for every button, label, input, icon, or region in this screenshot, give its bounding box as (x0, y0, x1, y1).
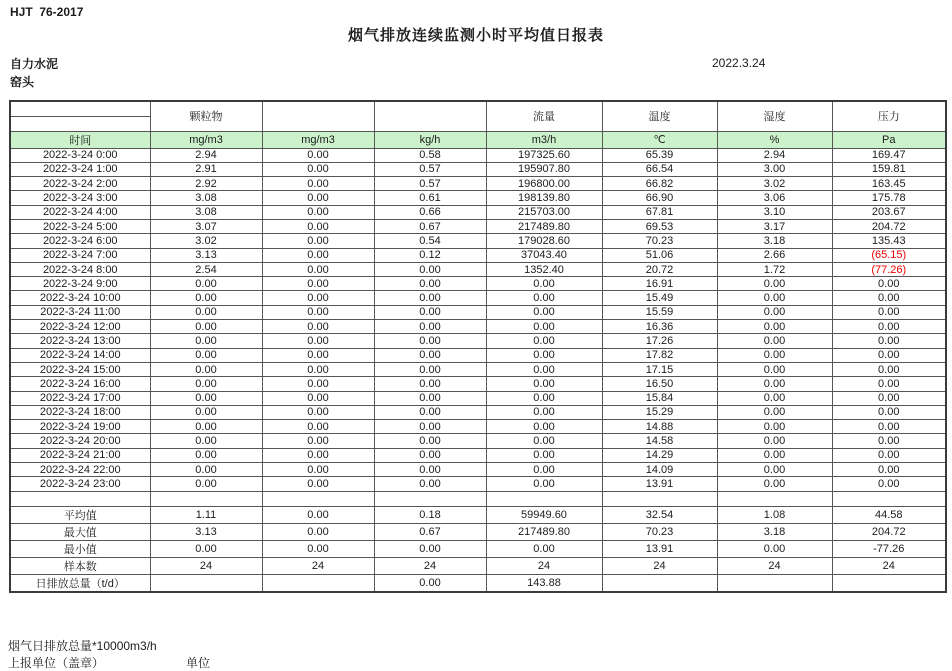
value-cell: 0.00 (262, 305, 374, 319)
value-cell: 2.94 (717, 148, 832, 162)
value-cell: 3.00 (717, 162, 832, 176)
value-cell: 163.45 (832, 177, 946, 191)
value-cell: 0.00 (150, 291, 262, 305)
value-cell: 0.00 (717, 291, 832, 305)
value-cell: 15.29 (602, 405, 717, 419)
value-cell: 1.11 (150, 506, 262, 523)
value-cell: 24 (602, 557, 717, 574)
value-cell: 0.00 (150, 405, 262, 419)
value-cell: 0.00 (150, 391, 262, 405)
value-cell: 0.00 (717, 391, 832, 405)
value-cell: 14.88 (602, 420, 717, 434)
value-cell: 0.00 (486, 320, 602, 334)
data-row (10, 148, 946, 162)
value-cell: 15.49 (602, 291, 717, 305)
summary-row (10, 540, 946, 557)
unit-header-mg: mg/m3 (262, 131, 374, 148)
value-cell: 0.00 (262, 377, 374, 391)
value-cell: 0.00 (486, 362, 602, 376)
data-row (10, 248, 946, 262)
value-cell (832, 491, 946, 506)
value-cell: 0.00 (717, 320, 832, 334)
value-cell: 70.23 (602, 234, 717, 248)
data-row (10, 291, 946, 305)
value-cell: 0.00 (374, 348, 486, 362)
value-cell: 14.58 (602, 434, 717, 448)
value-cell: 204.72 (832, 523, 946, 540)
value-cell: 0.18 (374, 506, 486, 523)
data-row (10, 191, 946, 205)
value-cell: 0.00 (374, 477, 486, 491)
value-cell: 179028.60 (486, 234, 602, 248)
value-cell: 0.57 (374, 177, 486, 191)
value-cell (374, 491, 486, 506)
value-cell: 3.07 (150, 219, 262, 233)
time-cell: 2022-3-24 21:00 (10, 448, 150, 462)
header-blank-top (10, 101, 150, 116)
col-header-flow: 流量 (486, 101, 602, 131)
value-cell: 0.00 (486, 405, 602, 419)
value-cell (717, 491, 832, 506)
time-cell: 2022-3-24 6:00 (10, 234, 150, 248)
unit-header-row (10, 131, 946, 148)
data-row (10, 277, 946, 291)
value-cell: 70.23 (602, 523, 717, 540)
data-row (10, 162, 946, 176)
value-cell: 159.81 (832, 162, 946, 176)
value-cell: 0.00 (374, 305, 486, 319)
value-cell: 14.09 (602, 463, 717, 477)
value-cell: 0.00 (150, 434, 262, 448)
value-cell (486, 491, 602, 506)
value-cell: 3.13 (150, 248, 262, 262)
value-cell (602, 491, 717, 506)
data-row (10, 348, 946, 362)
value-cell: 0.00 (486, 463, 602, 477)
value-cell: 0.00 (262, 334, 374, 348)
value-cell: 0.00 (374, 377, 486, 391)
unit-header-percent: % (717, 131, 832, 148)
unit-label: 单位 (186, 656, 211, 670)
standard-code: HJT 76-2017 (10, 5, 84, 19)
time-cell: 2022-3-24 4:00 (10, 205, 150, 219)
value-cell: 3.06 (717, 191, 832, 205)
value-cell (150, 491, 262, 506)
value-cell: 195907.80 (486, 162, 602, 176)
value-cell: 20.72 (602, 262, 717, 276)
value-cell: 0.00 (262, 477, 374, 491)
value-cell: 0.00 (262, 148, 374, 162)
value-cell: 0.00 (486, 540, 602, 557)
data-row (10, 305, 946, 319)
value-cell: 13.91 (602, 477, 717, 491)
value-cell (717, 574, 832, 592)
time-cell: 2022-3-24 3:00 (10, 191, 150, 205)
value-cell: 59949.60 (486, 506, 602, 523)
unit-header-pa: Pa (832, 131, 946, 148)
value-cell: 0.00 (717, 540, 832, 557)
value-cell: 0.00 (262, 248, 374, 262)
value-cell: 0.00 (262, 277, 374, 291)
value-cell: 2.66 (717, 248, 832, 262)
value-cell: 0.00 (486, 377, 602, 391)
value-cell: 3.08 (150, 205, 262, 219)
value-cell: 197325.60 (486, 148, 602, 162)
value-cell: 0.00 (150, 334, 262, 348)
time-cell: 2022-3-24 9:00 (10, 277, 150, 291)
data-row (10, 205, 946, 219)
data-row (10, 320, 946, 334)
value-cell: 0.00 (262, 362, 374, 376)
value-cell: 0.00 (262, 219, 374, 233)
value-cell: 0.00 (262, 320, 374, 334)
summary-row (10, 557, 946, 574)
value-cell: 0.00 (262, 463, 374, 477)
value-cell (602, 574, 717, 592)
value-cell: 0.00 (262, 205, 374, 219)
value-cell: 196800.00 (486, 177, 602, 191)
value-cell: 0.67 (374, 523, 486, 540)
time-cell: 2022-3-24 17:00 (10, 391, 150, 405)
value-cell: 0.00 (262, 448, 374, 462)
value-cell: 0.00 (832, 305, 946, 319)
data-row (10, 262, 946, 276)
value-cell: 0.00 (262, 506, 374, 523)
value-cell: 1352.40 (486, 262, 602, 276)
value-cell: 0.54 (374, 234, 486, 248)
value-cell: 51.06 (602, 248, 717, 262)
value-cell: 0.00 (832, 320, 946, 334)
value-cell: 0.00 (717, 434, 832, 448)
summary-row (10, 523, 946, 540)
summary-label-cell: 样本数 (10, 557, 150, 574)
value-cell: 0.00 (832, 362, 946, 376)
value-cell: 0.00 (374, 448, 486, 462)
value-cell: 203.67 (832, 205, 946, 219)
value-cell: 0.00 (717, 305, 832, 319)
value-cell: 0.00 (374, 405, 486, 419)
value-cell: 24 (486, 557, 602, 574)
value-cell: 198139.80 (486, 191, 602, 205)
value-cell: 0.00 (374, 291, 486, 305)
value-cell: 217489.80 (486, 219, 602, 233)
value-cell: 0.00 (150, 377, 262, 391)
value-cell: 0.00 (717, 448, 832, 462)
value-cell: 0.00 (486, 434, 602, 448)
value-cell: 0.00 (832, 291, 946, 305)
unit-header-flow: m3/h (486, 131, 602, 148)
value-cell: 0.00 (374, 334, 486, 348)
spacer-row (10, 491, 946, 506)
summary-row (10, 506, 946, 523)
unit-header-kgh: kg/h (374, 131, 486, 148)
value-cell: 0.67 (374, 219, 486, 233)
value-cell: 169.47 (832, 148, 946, 162)
value-cell: 16.50 (602, 377, 717, 391)
value-cell: 0.00 (717, 277, 832, 291)
value-cell: 0.00 (150, 305, 262, 319)
value-cell: 14.29 (602, 448, 717, 462)
value-cell: 0.66 (374, 205, 486, 219)
value-cell: 2.94 (150, 148, 262, 162)
value-cell: 2.91 (150, 162, 262, 176)
value-cell: 0.00 (717, 405, 832, 419)
value-cell: 24 (262, 557, 374, 574)
data-row (10, 234, 946, 248)
value-cell: 24 (150, 557, 262, 574)
time-cell: 2022-3-24 15:00 (10, 362, 150, 376)
value-cell: 0.00 (832, 348, 946, 362)
value-cell: 0.00 (374, 574, 486, 592)
value-cell: 3.08 (150, 191, 262, 205)
value-cell: 0.00 (262, 420, 374, 434)
value-cell: 143.88 (486, 574, 602, 592)
value-cell: 0.00 (717, 377, 832, 391)
summary-label-cell: 最小值 (10, 540, 150, 557)
value-cell: 15.84 (602, 391, 717, 405)
value-cell: 0.00 (486, 334, 602, 348)
value-cell: 0.00 (486, 391, 602, 405)
data-row (10, 405, 946, 419)
time-cell: 2022-3-24 22:00 (10, 463, 150, 477)
value-cell: 3.13 (150, 523, 262, 540)
value-cell: 3.02 (717, 177, 832, 191)
value-cell: 67.81 (602, 205, 717, 219)
col-header-particulate: 颗粒物 (150, 101, 262, 131)
value-cell: 1.08 (717, 506, 832, 523)
value-cell: 0.00 (832, 391, 946, 405)
spacer-cell (10, 491, 150, 506)
time-cell: 2022-3-24 10:00 (10, 291, 150, 305)
value-cell: 0.00 (262, 391, 374, 405)
flow-total-note: 烟气日排放总量*10000m3/h (8, 639, 157, 653)
value-cell: 0.00 (262, 234, 374, 248)
value-cell: 66.82 (602, 177, 717, 191)
value-cell: 0.00 (717, 362, 832, 376)
col-header-blank-2 (374, 101, 486, 131)
value-cell: 0.00 (374, 420, 486, 434)
time-column-header: 时间 (10, 131, 150, 148)
value-cell: 0.00 (486, 420, 602, 434)
time-cell: 2022-3-24 7:00 (10, 248, 150, 262)
time-cell: 2022-3-24 19:00 (10, 420, 150, 434)
summary-label-cell: 平均值 (10, 506, 150, 523)
value-cell: 0.00 (374, 391, 486, 405)
value-cell: 0.00 (832, 377, 946, 391)
value-cell: 215703.00 (486, 205, 602, 219)
value-cell: 0.00 (717, 348, 832, 362)
value-cell: 0.00 (262, 177, 374, 191)
value-cell: 0.00 (486, 305, 602, 319)
value-cell: 3.18 (717, 234, 832, 248)
value-cell: 0.00 (717, 334, 832, 348)
value-cell: 66.90 (602, 191, 717, 205)
value-cell: 0.00 (262, 540, 374, 557)
company-name: 自力水泥 (10, 57, 59, 71)
time-cell: 2022-3-24 1:00 (10, 162, 150, 176)
value-cell (262, 574, 374, 592)
value-cell: 13.91 (602, 540, 717, 557)
value-cell: 0.00 (486, 277, 602, 291)
value-cell: 0.58 (374, 148, 486, 162)
value-cell: 0.00 (150, 477, 262, 491)
time-cell: 2022-3-24 20:00 (10, 434, 150, 448)
summary-label-cell: 最大值 (10, 523, 150, 540)
value-cell: 37043.40 (486, 248, 602, 262)
value-cell: 2.92 (150, 177, 262, 191)
value-cell: 0.00 (374, 362, 486, 376)
time-cell: 2022-3-24 16:00 (10, 377, 150, 391)
value-cell: 3.17 (717, 219, 832, 233)
col-header-blank-1 (262, 101, 374, 131)
time-cell: 2022-3-24 12:00 (10, 320, 150, 334)
data-row (10, 477, 946, 491)
value-cell: 0.00 (150, 277, 262, 291)
unit-header-pm: mg/m3 (150, 131, 262, 148)
value-cell: 24 (832, 557, 946, 574)
value-cell: 0.00 (150, 420, 262, 434)
value-cell: 0.00 (374, 262, 486, 276)
value-cell: 0.00 (717, 420, 832, 434)
value-cell: 0.00 (832, 477, 946, 491)
reporting-unit-label: 上报单位（盖章） (8, 656, 105, 670)
value-cell: 0.00 (717, 477, 832, 491)
value-cell: (65.15) (832, 248, 946, 262)
value-cell: 24 (717, 557, 832, 574)
value-cell: 0.00 (832, 277, 946, 291)
value-cell: 0.61 (374, 191, 486, 205)
value-cell: 0.00 (262, 348, 374, 362)
time-cell: 2022-3-24 13:00 (10, 334, 150, 348)
value-cell: 0.00 (832, 463, 946, 477)
time-cell: 2022-3-24 11:00 (10, 305, 150, 319)
col-header-temperature: 温度 (602, 101, 717, 131)
data-row (10, 420, 946, 434)
value-cell: 66.54 (602, 162, 717, 176)
value-cell: 15.59 (602, 305, 717, 319)
time-cell: 2022-3-24 5:00 (10, 219, 150, 233)
data-row (10, 362, 946, 376)
value-cell: 0.00 (486, 348, 602, 362)
value-cell: 0.00 (262, 405, 374, 419)
value-cell: 0.00 (832, 405, 946, 419)
value-cell: 0.00 (717, 463, 832, 477)
value-cell: 175.78 (832, 191, 946, 205)
value-cell: 2.54 (150, 262, 262, 276)
value-cell: 17.82 (602, 348, 717, 362)
value-cell: 0.00 (374, 277, 486, 291)
value-cell: 0.57 (374, 162, 486, 176)
value-cell: 69.53 (602, 219, 717, 233)
time-cell: 2022-3-24 18:00 (10, 405, 150, 419)
value-cell: 0.00 (150, 362, 262, 376)
data-row (10, 463, 946, 477)
header-blank-bottom (10, 116, 150, 131)
value-cell: 0.00 (150, 463, 262, 477)
data-row (10, 377, 946, 391)
value-cell: 0.00 (262, 191, 374, 205)
value-cell: 0.00 (832, 448, 946, 462)
data-row (10, 434, 946, 448)
report-title: 烟气排放连续监测小时平均值日报表 (347, 27, 604, 44)
pollutant-header-row (10, 101, 946, 116)
value-cell: 135.43 (832, 234, 946, 248)
data-row (10, 448, 946, 462)
value-cell: 0.00 (262, 523, 374, 540)
value-cell: 0.00 (262, 262, 374, 276)
value-cell: 0.00 (374, 463, 486, 477)
value-cell: 0.12 (374, 248, 486, 262)
col-header-humidity: 湿度 (717, 101, 832, 131)
time-cell: 2022-3-24 23:00 (10, 477, 150, 491)
summary-row (10, 574, 946, 592)
value-cell: 16.36 (602, 320, 717, 334)
value-cell: 16.91 (602, 277, 717, 291)
unit-header-celsius: ℃ (602, 131, 717, 148)
value-cell (150, 574, 262, 592)
value-cell: 3.18 (717, 523, 832, 540)
value-cell: 0.00 (262, 291, 374, 305)
data-row (10, 219, 946, 233)
value-cell: 17.26 (602, 334, 717, 348)
value-cell: 0.00 (262, 434, 374, 448)
value-cell: 0.00 (374, 434, 486, 448)
col-header-pressure: 压力 (832, 101, 946, 131)
summary-label-cell: 日排放总量（t/d） (10, 574, 150, 592)
value-cell: 0.00 (832, 420, 946, 434)
value-cell: 204.72 (832, 219, 946, 233)
value-cell: 0.00 (486, 477, 602, 491)
value-cell: 0.00 (486, 448, 602, 462)
data-row (10, 391, 946, 405)
value-cell: 0.00 (262, 162, 374, 176)
data-row (10, 334, 946, 348)
value-cell: 1.72 (717, 262, 832, 276)
value-cell: 0.00 (374, 540, 486, 557)
value-cell: (77.26) (832, 262, 946, 276)
monitoring-point: 窑头 (10, 75, 35, 89)
value-cell (262, 491, 374, 506)
value-cell: 65.39 (602, 148, 717, 162)
value-cell: 0.00 (832, 334, 946, 348)
value-cell: -77.26 (832, 540, 946, 557)
time-cell: 2022-3-24 14:00 (10, 348, 150, 362)
emission-data-table (9, 100, 947, 593)
value-cell: 3.10 (717, 205, 832, 219)
report-date: 2022.3.24 (712, 56, 766, 70)
value-cell: 17.15 (602, 362, 717, 376)
value-cell: 0.00 (374, 320, 486, 334)
value-cell: 0.00 (150, 540, 262, 557)
value-cell: 0.00 (150, 448, 262, 462)
value-cell: 32.54 (602, 506, 717, 523)
value-cell: 0.00 (150, 348, 262, 362)
value-cell: 0.00 (150, 320, 262, 334)
value-cell (832, 574, 946, 592)
data-row (10, 177, 946, 191)
value-cell: 44.58 (832, 506, 946, 523)
value-cell: 3.02 (150, 234, 262, 248)
time-cell: 2022-3-24 8:00 (10, 262, 150, 276)
value-cell: 0.00 (832, 434, 946, 448)
value-cell: 24 (374, 557, 486, 574)
time-cell: 2022-3-24 0:00 (10, 148, 150, 162)
time-cell: 2022-3-24 2:00 (10, 177, 150, 191)
value-cell: 217489.80 (486, 523, 602, 540)
value-cell: 0.00 (486, 291, 602, 305)
